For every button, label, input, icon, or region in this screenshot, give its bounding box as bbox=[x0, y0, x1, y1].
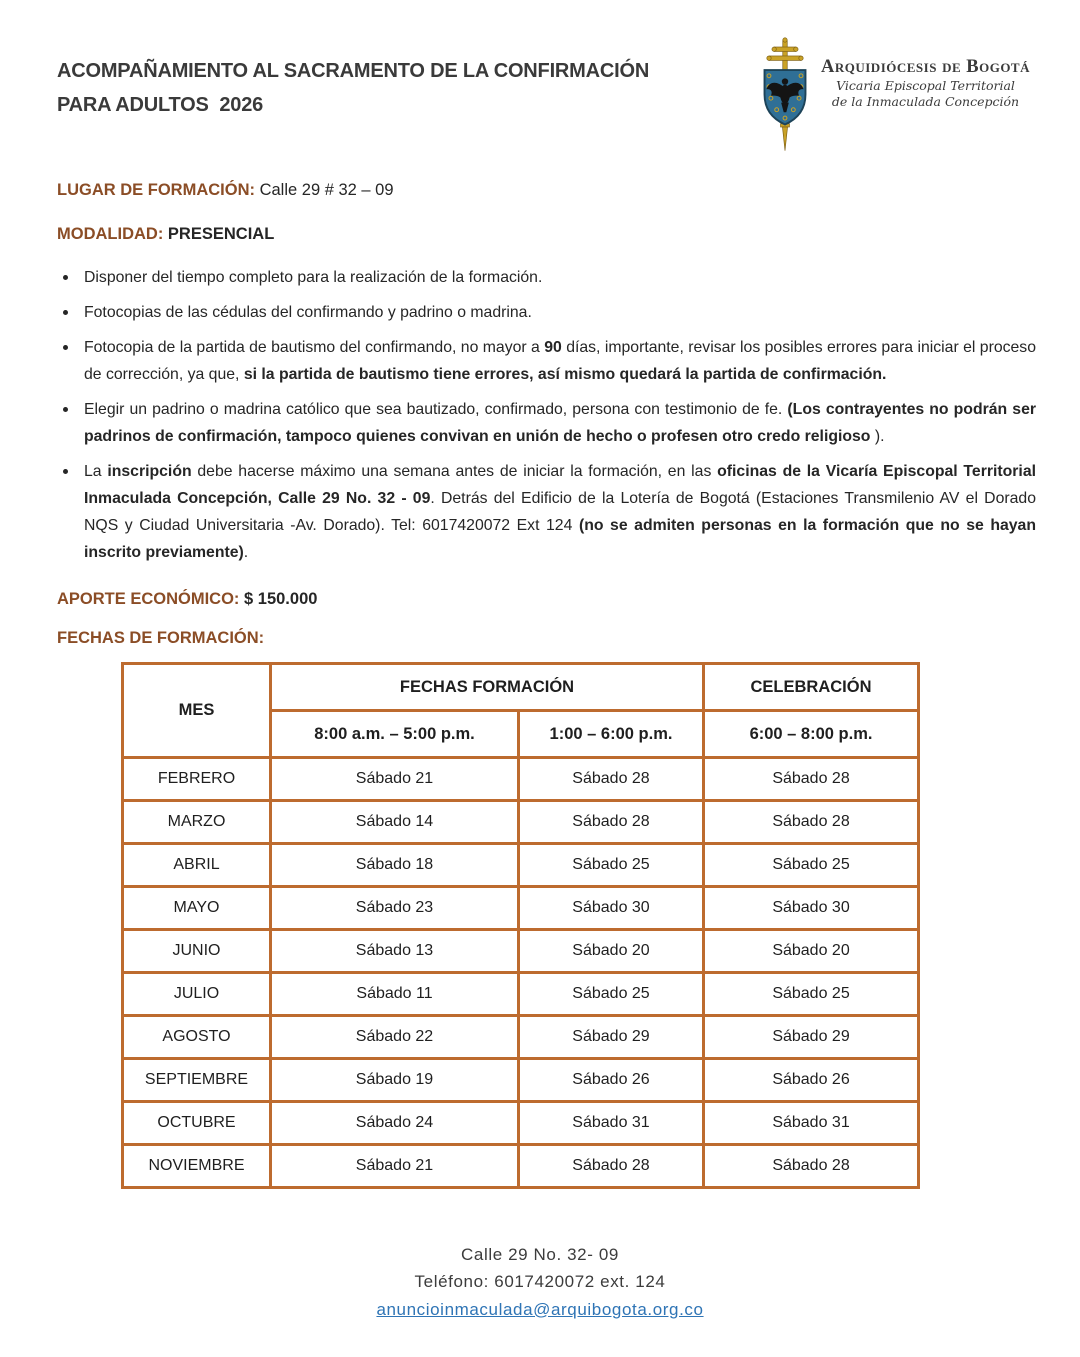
footer-email-link[interactable]: anuncioinmaculada@arquibogota.org.co bbox=[376, 1299, 704, 1319]
schedule-table-head bbox=[123, 664, 919, 758]
footer-phone: Teléfono: 6017420072 ext. 124 bbox=[414, 1272, 666, 1291]
date-cell: Sábado 28 bbox=[704, 758, 919, 801]
requirement-text: Elegir un padrino o madrina católico que sea bautizado, confirmado, persona con testimonio de fe. bbox=[84, 401, 788, 418]
logo-org-name: Arquidiócesis de Bogotá bbox=[821, 57, 1030, 77]
requirement-item bbox=[57, 299, 1036, 326]
requirement-text: Fotocopia de la partida de bautismo del confirmando, no mayor a bbox=[84, 339, 545, 356]
logo-text bbox=[821, 56, 1030, 109]
month-cell: JULIO bbox=[123, 973, 271, 1016]
table-row bbox=[123, 1102, 919, 1145]
logo bbox=[753, 34, 1030, 156]
page-title bbox=[57, 54, 649, 122]
table-row bbox=[123, 1145, 919, 1188]
month-cell: MAYO bbox=[123, 887, 271, 930]
date-cell: Sábado 26 bbox=[704, 1059, 919, 1102]
date-cell: Sábado 28 bbox=[519, 801, 704, 844]
aporte-label: APORTE ECONÓMICO: bbox=[57, 590, 240, 608]
date-cell: Sábado 19 bbox=[271, 1059, 519, 1102]
month-cell: MARZO bbox=[123, 801, 271, 844]
table-row bbox=[123, 973, 919, 1016]
month-cell: JUNIO bbox=[123, 930, 271, 973]
requirement-text: La bbox=[84, 463, 108, 480]
month-cell: NOVIEMBRE bbox=[123, 1145, 271, 1188]
col-subheader-morning: 8:00 a.m. – 5:00 p.m. bbox=[271, 711, 519, 758]
date-cell: Sábado 30 bbox=[519, 887, 704, 930]
schedule-table-body bbox=[123, 758, 919, 1188]
aporte-value: $ 150.000 bbox=[244, 590, 318, 608]
requirement-text: oficinas de la Vicaría Episcopal Territorial Inmaculada Concepción, Calle 29 No. 32 - 09 bbox=[84, 463, 1036, 507]
logo-subtitle-2: de la Inmaculada Concepción bbox=[831, 93, 1020, 109]
modalidad-label: MODALIDAD: bbox=[57, 225, 164, 243]
date-cell: Sábado 29 bbox=[704, 1016, 919, 1059]
requirement-item bbox=[57, 458, 1036, 566]
requirement-text: Disponer del tiempo completo para la realización de la formación. bbox=[84, 269, 543, 286]
date-cell: Sábado 22 bbox=[271, 1016, 519, 1059]
title-line-1: ACOMPAÑAMIENTO AL SACRAMENTO DE LA CONFIRMACIÓN bbox=[57, 60, 650, 82]
modalidad-value: PRESENCIAL bbox=[167, 225, 275, 243]
date-cell: Sábado 20 bbox=[519, 930, 704, 973]
date-cell: Sábado 21 bbox=[271, 758, 519, 801]
col-subheader-afternoon: 1:00 – 6:00 p.m. bbox=[519, 711, 704, 758]
col-header-fechas-formacion: FECHAS FORMACIÓN bbox=[271, 664, 704, 711]
table-row bbox=[123, 801, 919, 844]
requirement-text: (no se admiten personas en la formación que no se hayan inscrito previamente) bbox=[84, 517, 1036, 561]
header-row-1 bbox=[123, 664, 919, 711]
table-row bbox=[123, 758, 919, 801]
date-cell: Sábado 28 bbox=[519, 758, 704, 801]
table-row bbox=[123, 930, 919, 973]
date-cell: Sábado 31 bbox=[519, 1102, 704, 1145]
date-cell: Sábado 25 bbox=[519, 973, 704, 1016]
date-cell: Sábado 18 bbox=[271, 844, 519, 887]
requirement-text: 90 bbox=[544, 339, 562, 356]
aporte-line bbox=[57, 590, 1036, 609]
requirement-text: debe hacerse máximo una semana antes de iniciar la formación, en las bbox=[191, 463, 718, 480]
requirement-text: (Los contrayentes no podrán ser padrinos de confirmación, tampoco quienes convivan en unión de hecho o profesen otro credo religioso bbox=[84, 401, 1036, 445]
table-row bbox=[123, 1016, 919, 1059]
date-cell: Sábado 24 bbox=[271, 1102, 519, 1145]
date-cell: Sábado 28 bbox=[704, 801, 919, 844]
date-cell: Sábado 13 bbox=[271, 930, 519, 973]
date-cell: Sábado 31 bbox=[704, 1102, 919, 1145]
lugar-value: Calle 29 # 32 – 09 bbox=[259, 181, 394, 199]
month-cell: AGOSTO bbox=[123, 1016, 271, 1059]
footer bbox=[0, 1241, 1080, 1324]
requirement-text: si la partida de bautismo tiene errores, así mismo quedará la partida de confirmación. bbox=[243, 366, 887, 383]
date-cell: Sábado 30 bbox=[704, 887, 919, 930]
requirement-text: días, importante, revisar los posibles errores para iniciar el proceso de corrección, ya que, bbox=[84, 339, 1036, 383]
requirement-item bbox=[57, 334, 1036, 388]
date-cell: Sábado 25 bbox=[704, 973, 919, 1016]
col-header-celebracion: CELEBRACIÓN bbox=[704, 664, 919, 711]
date-cell: Sábado 20 bbox=[704, 930, 919, 973]
date-cell: Sábado 23 bbox=[271, 887, 519, 930]
table-row bbox=[123, 887, 919, 930]
col-subheader-evening: 6:00 – 8:00 p.m. bbox=[704, 711, 919, 758]
requirement-text: ). bbox=[870, 428, 885, 445]
date-cell: Sábado 28 bbox=[704, 1145, 919, 1188]
document-header bbox=[57, 40, 1036, 156]
schedule-table bbox=[121, 662, 920, 1189]
requirement-text: inscripción bbox=[107, 463, 192, 480]
requirements-list bbox=[57, 264, 1036, 566]
coat-of-arms-icon bbox=[753, 34, 817, 156]
requirement-text: . Detrás del Edificio de la Lotería de Bogotá (Estaciones Transmilenio AV el Dorado NQS y Ciudad Universitaria -Av. Dorado). Tel: 6017420072 Ext 124 bbox=[84, 490, 1036, 534]
modalidad-line bbox=[57, 225, 1036, 244]
requirement-text: Fotocopias de las cédulas del confirmando y padrino o madrina. bbox=[84, 304, 532, 321]
date-cell: Sábado 25 bbox=[519, 844, 704, 887]
logo-subtitle-1: Vicaria Episcopal Territorial bbox=[836, 78, 1015, 93]
table-row bbox=[123, 1059, 919, 1102]
month-cell: FEBRERO bbox=[123, 758, 271, 801]
requirement-item bbox=[57, 264, 1036, 291]
col-header-mes: MES bbox=[123, 664, 271, 758]
month-cell: ABRIL bbox=[123, 844, 271, 887]
lugar-line bbox=[57, 181, 1036, 200]
title-line-2: PARA ADULTOS 2026 bbox=[57, 94, 264, 116]
requirement-text: . bbox=[243, 544, 249, 561]
date-cell: Sábado 28 bbox=[519, 1145, 704, 1188]
fechas-heading: FECHAS DE FORMACIÓN: bbox=[57, 629, 265, 647]
date-cell: Sábado 29 bbox=[519, 1016, 704, 1059]
requirement-item bbox=[57, 396, 1036, 450]
table-row bbox=[123, 844, 919, 887]
footer-address: Calle 29 No. 32- 09 bbox=[461, 1244, 619, 1264]
date-cell: Sábado 26 bbox=[519, 1059, 704, 1102]
date-cell: Sábado 25 bbox=[704, 844, 919, 887]
date-cell: Sábado 11 bbox=[271, 973, 519, 1016]
month-cell: OCTUBRE bbox=[123, 1102, 271, 1145]
date-cell: Sábado 21 bbox=[271, 1145, 519, 1188]
date-cell: Sábado 14 bbox=[271, 801, 519, 844]
lugar-label: LUGAR DE FORMACIÓN: bbox=[57, 181, 255, 199]
month-cell: SEPTIEMBRE bbox=[123, 1059, 271, 1102]
